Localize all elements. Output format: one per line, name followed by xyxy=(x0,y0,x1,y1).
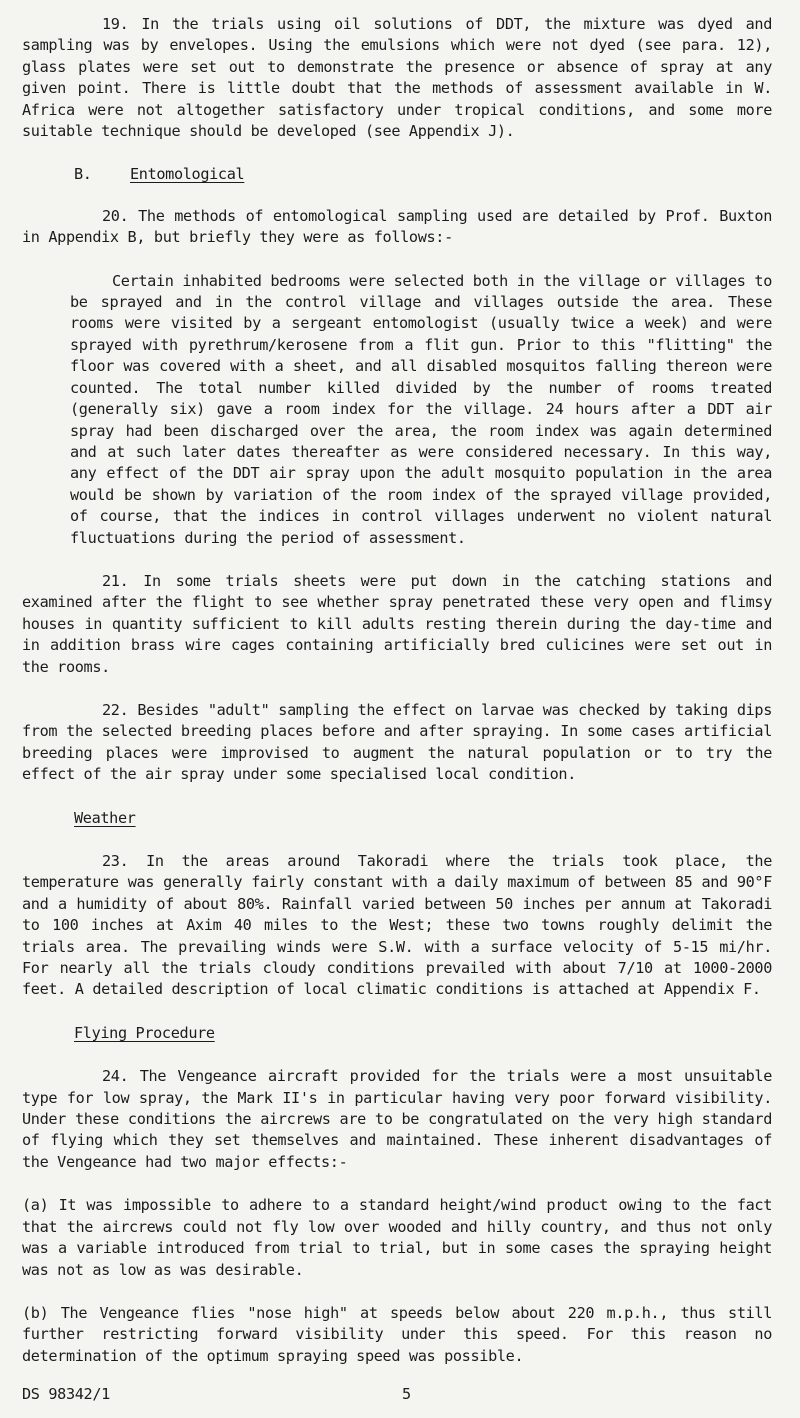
heading-text: Weather xyxy=(74,808,136,827)
paragraph-20 xyxy=(22,206,772,249)
section-title: Entomological xyxy=(130,165,245,184)
heading-flying-procedure xyxy=(22,1023,215,1044)
paragraph-21 xyxy=(22,571,772,678)
page-number: 5 xyxy=(402,1385,411,1403)
paragraph-text: The methods of entomological sampling used are detailed by Prof. Buxton in Appendix B, but briefly they were as follows:- xyxy=(22,206,772,247)
paragraph-22 xyxy=(22,700,772,786)
paragraph-number: 22. xyxy=(102,700,129,719)
section-heading-entomological xyxy=(22,164,772,185)
paragraph-20-quote xyxy=(22,271,772,549)
paragraph-number: 21. xyxy=(102,571,129,590)
paragraph-text: Besides "adult" sampling the effect on larvae was checked by taking dips from the selected breeding places before and after spraying. In some cases artificial breeding places were improvised to augment the natural population or to try the effect of the air spray under some specialised local condition. xyxy=(22,700,772,784)
document-reference: DS 98342/1 xyxy=(22,1385,110,1403)
heading-text: Flying Procedure xyxy=(74,1023,215,1042)
paragraph-19 xyxy=(22,14,772,142)
heading-weather xyxy=(22,808,136,829)
paragraph-text: In some trials sheets were put down in the catching stations and examined after the flight to see whether spray penetrated these very open and flimsy houses in quantity sufficient to kill adults resting therein during the day-time and in addition brass wire cages containing artificially bred culicines were set out in the rooms. xyxy=(22,571,772,676)
paragraph-text: The Vengeance aircraft provided for the trials were a most unsuitable type for low spray, the Mark II's in particular having very poor forward visibility. Under these conditions the aircrews are to be congratulated on the very high standard of flying which they set themselves and maintained. These inherent disadvantages of the Vengeance had two major effects:- xyxy=(22,1067,772,1171)
paragraph-number: 19. xyxy=(102,15,129,33)
section-letter: B. xyxy=(74,165,92,184)
paragraph-23 xyxy=(22,851,772,1001)
paragraph-24 xyxy=(22,1066,772,1173)
page-footer xyxy=(22,1384,772,1408)
paragraph-text: In the trials using oil solutions of DDT, the mixture was dyed and sampling was by envelopes. Using the emulsions which were not dyed (see para. 12), glass plates were set out to demonstrate the presence or absence of spray at any given point. There is little doubt that the methods of assessment available in W. Africa were not altogether satisfactory under tropical conditions, and some more suitable technique should be developed (see Appendix J). xyxy=(22,15,772,141)
paragraph-text: In the areas around Takoradi where the trials took place, the temperature was generally fairly constant with a daily maximum of between 85 and 90°F and a humidity of about 80%. Rainfall varied between 50 inches per annum at Takoradi to 100 inches at Axim 40 miles to the West; these two towns roughly delimit the trials area. The prevailing winds were S.W. with a surface velocity of 5-15 mi/hr. For nearly all the trials cloudy conditions prevailed with about 7/10 at 1000-2000 feet. A detailed description of local climatic conditions is attached at Appendix F. xyxy=(22,852,772,999)
paragraph-number: 23. xyxy=(102,852,129,870)
paragraph-number: 24. xyxy=(102,1067,129,1086)
paragraph-text: Certain inhabited bedrooms were selected both in the village or villages to be sprayed and in the control village and villages outside the area. These rooms were visited by a sergeant entomologist (usually twice a week) and were sprayed with pyrethrum/kerosene from a flit gun. Prior to this "flitting" the floor was covered with a sheet, and all disabled mosquitos falling thereon were counted. The total number killed divided by the number of rooms treated (generally six) gave a room index for the village. 24 hours after a DDT air spray had been discharged over the area, the room index was again determined and at such later dates thereafter as were considered necessary. In this way, any effect of the DDT air spray upon the adult mosquito population in the area would be shown by variation of the room index of the sprayed village provided, of course, that the indices in control villages underwent no violent natural fluctuations during the period of assessment. xyxy=(70,271,772,547)
paragraph-24b xyxy=(22,1303,772,1367)
paragraph-text: (a) It was impossible to adhere to a standard height/wind product owing to the fact that the aircrews could not fly low over wooded and hilly country, and thus not only was a variable introduced from trial to trial, but in some cases the spraying height was not as low as was desirable. xyxy=(22,1196,772,1279)
paragraph-number: 20. xyxy=(102,206,129,225)
paragraph-text: (b) The Vengeance flies "nose high" at speeds below about 220 m.p.h., thus still further restricting forward visibility under this speed. For this reason no determination of the optimum spraying speed was possible. xyxy=(22,1303,772,1365)
paragraph-24a xyxy=(22,1195,772,1281)
